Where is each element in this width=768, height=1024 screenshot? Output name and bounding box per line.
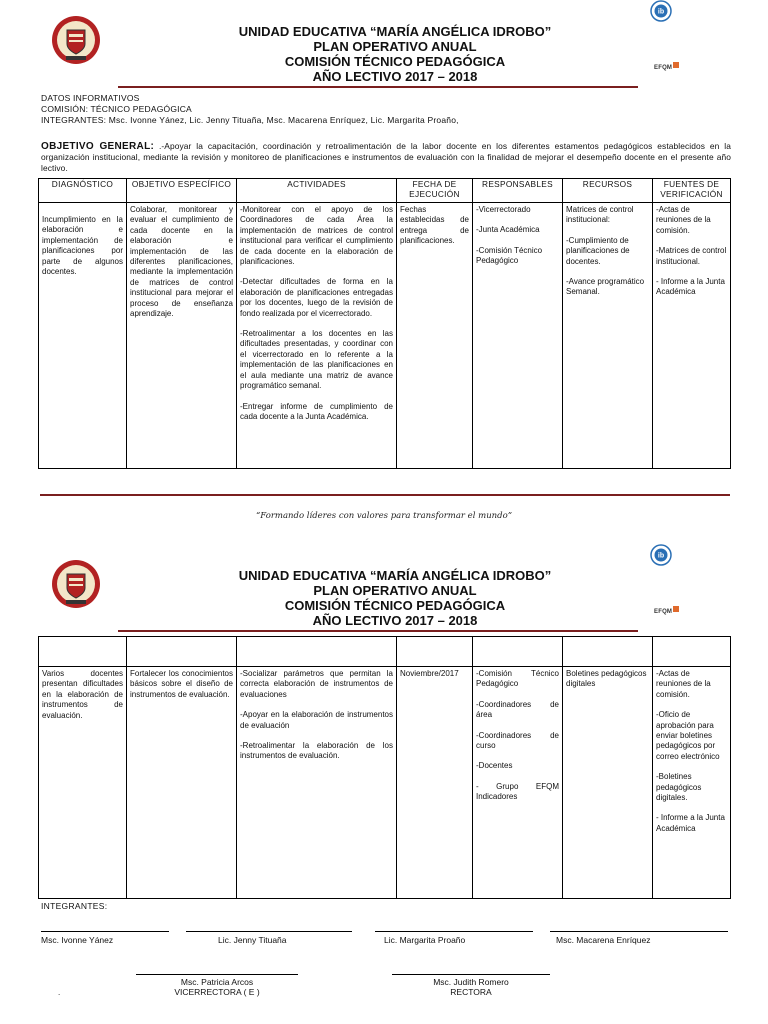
objetivo-text-2: Fortalecer los conocimientos básicos sobre el diseño de instrumentos de evaluación. bbox=[130, 669, 233, 699]
actividad-1: -Monitorear con el apoyo de los Coordinadores de cada Área la implementación de matrices de control institucional para verificar el cumplimiento de cada docente en la elaboración de planificaciones. bbox=[240, 205, 393, 267]
vicerrectora-block bbox=[136, 977, 298, 997]
general-objective-label: OBJETIVO GENERAL: bbox=[41, 141, 155, 152]
signature-name-4: Msc. Macarena Enríquez bbox=[556, 935, 651, 945]
fuente-2-1: -Actas de reuniones de la comisión. bbox=[656, 669, 711, 699]
responsable-2: -Junta Académica bbox=[476, 225, 540, 235]
fuente-1: -Actas de reuniones de la comisión. bbox=[656, 205, 711, 235]
fuente-2-3: -Boletines pedagógicos digitales. bbox=[656, 772, 702, 803]
signature-name-1: Msc. Ivonne Yánez bbox=[41, 935, 114, 945]
cell-objetivo bbox=[127, 203, 237, 469]
page1-header-rule bbox=[118, 86, 638, 88]
responsable-3: -Comisión Técnico Pedagógico bbox=[476, 245, 543, 266]
school-crest-logo bbox=[50, 14, 102, 66]
page1-plan-table bbox=[38, 178, 731, 469]
efqm-logo bbox=[654, 56, 688, 78]
responsable-1: -Vicerrectorado bbox=[476, 205, 531, 214]
page1-commission-title: COMISIÓN TÉCNICO PEDAGÓGICA bbox=[284, 54, 506, 69]
efqm-logo-2 bbox=[654, 600, 688, 622]
signature-line-vicerrectora bbox=[136, 974, 298, 975]
signature-line-3 bbox=[375, 931, 533, 932]
signature-line-rectora bbox=[392, 974, 550, 975]
fecha-text: Fechas establecidas de entrega de planificaciones. bbox=[400, 205, 469, 246]
diagnostico-text-2: Varios docentes presentan dificultades en la elaboración de instrumentos de evaluación. bbox=[42, 669, 123, 720]
info-title: DATOS INFORMATIVOS bbox=[41, 93, 140, 103]
cell-actividades-2 bbox=[237, 667, 397, 899]
cell-fecha bbox=[397, 203, 473, 469]
cell-responsables-2 bbox=[473, 667, 563, 899]
motto: “Formando líderes con valores para transformar el mundo” bbox=[255, 511, 513, 521]
page1-school-name: UNIDAD EDUCATIVA “MARÍA ANGÉLICA IDROBO” bbox=[238, 24, 552, 39]
table-row bbox=[39, 667, 731, 899]
cell-fuentes-2 bbox=[653, 667, 731, 899]
info-members: INTEGRANTES: Msc. Ivonne Yánez, Lic. Jenny Tituaña, Msc. Macarena Enríquez, Lic. Margarita Proaño, bbox=[41, 115, 459, 125]
cell-fuentes bbox=[653, 203, 731, 469]
col-header-fuentes: FUENTES DE VERIFICACIÓN bbox=[653, 179, 731, 203]
fuente-2: -Matrices de control institucional. bbox=[656, 246, 727, 266]
ib-logo-text: ib bbox=[657, 8, 665, 16]
responsable-2-2: -Coordinadores de área bbox=[476, 699, 559, 720]
actividad-3: -Retroalimentar a los docentes en las dificultades presentadas, y coordinar con el vicerrectorado en lo referente a la implementación de las planificaciones en el aula mediante una matriz de avance programático semanal. bbox=[240, 329, 393, 391]
page1-plan-title: PLAN OPERATIVO ANUAL bbox=[313, 39, 477, 54]
efqm-square-icon-2 bbox=[673, 606, 679, 612]
signature-line-4 bbox=[550, 931, 728, 932]
page2-header-rule bbox=[118, 630, 638, 632]
recurso-2: -Cumplimiento de planificaciones de docentes. bbox=[566, 235, 630, 266]
efqm-text-2: EFQM bbox=[654, 609, 673, 615]
responsable-2-5: - Grupo EFQM Indicadores bbox=[476, 781, 559, 802]
efqm-square-icon bbox=[673, 62, 679, 68]
col-header-actividades: ACTIVIDADES bbox=[237, 179, 397, 203]
signature-line-1 bbox=[41, 931, 169, 932]
page2-school-name: UNIDAD EDUCATIVA “MARÍA ANGÉLICA IDROBO” bbox=[238, 568, 552, 583]
objetivo-text: Colaborar, monitorear y evaluar el cumplimiento de cada docente en la elaboración e implementación de las diferentes planificaciones, mediante la implementación de matrices de control institucional para mejorar el proceso de enseñanza aprendizaje. bbox=[130, 205, 233, 319]
signature-name-3: Lic. Margarita Proaño bbox=[384, 935, 466, 945]
recurso-text-2: Boletines pedagógicos digitales bbox=[566, 669, 647, 689]
page2-commission-title: COMISIÓN TÉCNICO PEDAGÓGICA bbox=[284, 598, 506, 613]
diagnostico-text: Incumplimiento en la elaboración e implementación de planificaciones por parte de algunos docentes. bbox=[42, 215, 123, 277]
vicerrectora-name: Msc. Patricia Arcos bbox=[180, 977, 254, 987]
page2-plan-title: PLAN OPERATIVO ANUAL bbox=[313, 583, 477, 598]
col-header-diagnostico: DIAGNÓSTICO bbox=[39, 179, 127, 203]
actividad-4: -Entregar informe de cumplimiento de cada docente a la Junta Académica. bbox=[240, 401, 393, 421]
ib-logo-icon-2 bbox=[650, 544, 672, 566]
col-header-responsables: RESPONSABLES bbox=[473, 179, 563, 203]
col-header-recursos: RECURSOS bbox=[563, 179, 653, 203]
responsable-2-1: -Comisión Técnico Pedagógico bbox=[476, 669, 559, 689]
fuente-3: - Informe a la Junta Académica bbox=[656, 277, 725, 297]
vicerrectora-role: VICERRECTORA ( E ) bbox=[174, 987, 260, 997]
info-commission: COMISIÓN: TÉCNICO PEDAGÓGICA bbox=[41, 104, 192, 114]
recurso-1: Matrices de control institucional: bbox=[566, 205, 634, 225]
ib-logo-icon bbox=[650, 0, 672, 22]
cell-fecha-2 bbox=[397, 667, 473, 899]
actividad-2-2: -Apoyar en la elaboración de instrumentos de evaluación bbox=[240, 710, 393, 730]
page1-footer-rule bbox=[40, 494, 730, 496]
page1-header bbox=[180, 24, 610, 84]
info-block bbox=[41, 93, 459, 126]
stray-dot: . bbox=[58, 988, 61, 997]
fuente-2-4: - Informe a la Junta Académica bbox=[656, 813, 725, 833]
rectora-name: Msc. Judith Romero bbox=[433, 977, 509, 987]
rectora-role: RECTORA bbox=[450, 987, 492, 997]
page2-plan-table bbox=[38, 636, 731, 899]
cell-recursos-2 bbox=[563, 667, 653, 899]
efqm-text: EFQM bbox=[654, 65, 673, 71]
ib-logo-text-2: ib bbox=[657, 552, 665, 560]
table-row bbox=[39, 203, 731, 469]
rectora-block bbox=[392, 977, 550, 997]
page2-school-year: AÑO LECTIVO 2017 – 2018 bbox=[312, 613, 478, 628]
general-objective-text: .-Apoyar la capacitación, coordinación y retroalimentación de la labor docente en los diferentes estamentos pedagógicos establecidos en la organización institucional, mediante la revisión y monitoreo de planificaciones e instrumentos de evaluación con la finalidad de mejorar el desempeño docente en el presente año lectivo. bbox=[41, 141, 731, 173]
col-header-objetivo: OBJETIVO ESPECÍFICO bbox=[127, 179, 237, 203]
responsable-2-3: -Coordinadores de curso bbox=[476, 730, 559, 751]
col-header-fecha: FECHA DE EJECUCIÓN bbox=[397, 179, 473, 203]
integrantes-label: INTEGRANTES: bbox=[41, 901, 108, 911]
actividad-2: -Detectar dificultades de forma en la elaboración de planificaciones entregadas por los docentes, luego de la revisión de fondo realizada por el vicerrectorado. bbox=[240, 277, 393, 318]
school-crest-logo-2 bbox=[50, 558, 102, 610]
fuente-2-2: -Oficio de aprobación para enviar boletines pedagógicos por correo electrónico bbox=[656, 710, 720, 761]
cell-recursos bbox=[563, 203, 653, 469]
cell-responsables bbox=[473, 203, 563, 469]
cell-diagnostico bbox=[39, 203, 127, 469]
signature-line-2 bbox=[186, 931, 352, 932]
page2-header bbox=[180, 568, 610, 628]
recurso-3: -Avance programático Semanal. bbox=[566, 277, 645, 297]
actividad-2-1: -Socializar parámetros que permitan la correcta elaboración de instrumentos de evaluaciones bbox=[240, 669, 393, 699]
page1-school-year: AÑO LECTIVO 2017 – 2018 bbox=[312, 69, 478, 84]
general-objective bbox=[41, 141, 731, 174]
cell-objetivo-2 bbox=[127, 667, 237, 899]
responsable-2-4: -Docentes bbox=[476, 761, 513, 771]
actividad-2-3: -Retroalimentar la elaboración de los instrumentos de evaluación. bbox=[240, 741, 393, 761]
fecha-text-2: Noviembre/2017 bbox=[400, 669, 459, 678]
signature-name-2: Lic. Jenny Tituaña bbox=[218, 935, 287, 945]
cell-actividades bbox=[237, 203, 397, 469]
cell-diagnostico-2 bbox=[39, 667, 127, 899]
empty-header-row bbox=[39, 637, 731, 667]
